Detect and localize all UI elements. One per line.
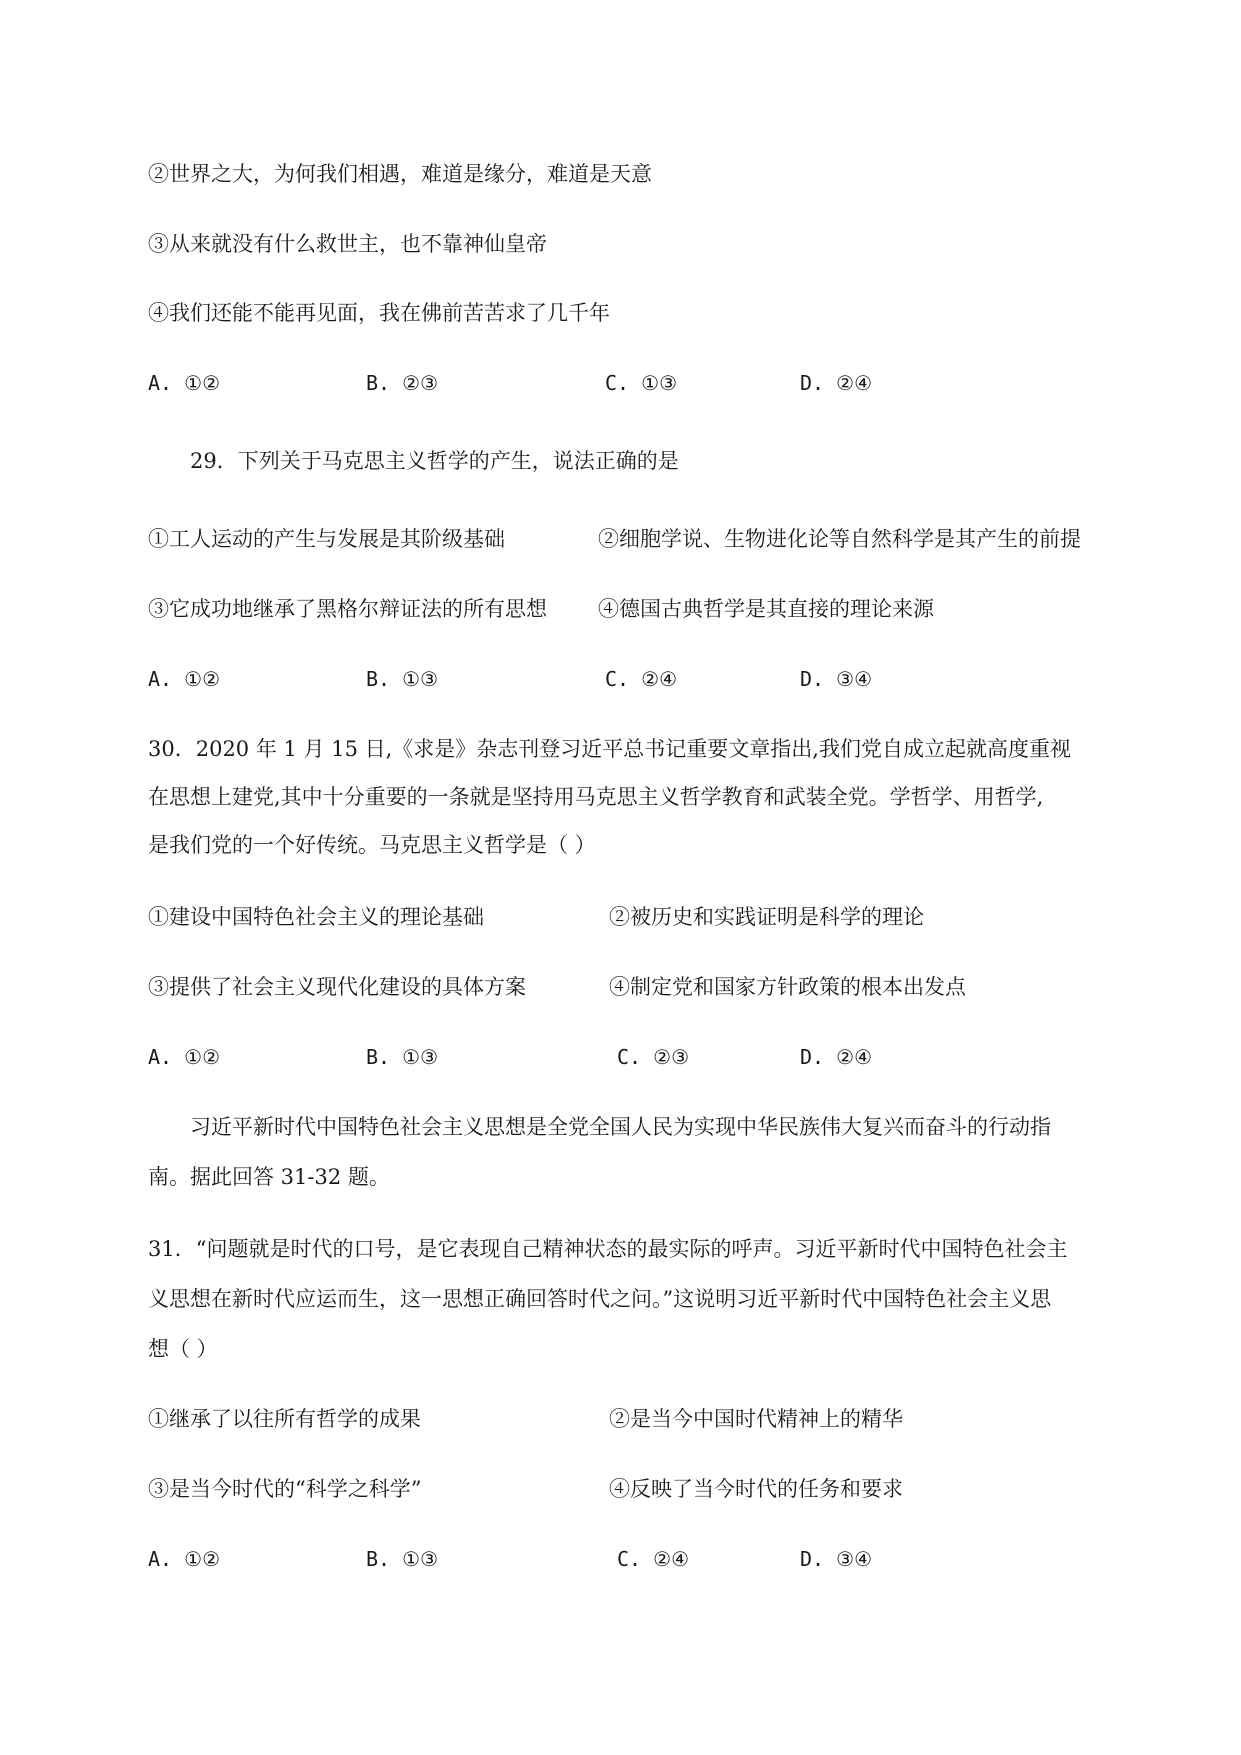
option-d: D. ②④	[800, 371, 872, 395]
q31-item-1: ①继承了以往所有哲学的成果	[148, 1407, 421, 1431]
option-c: C. ①③	[605, 371, 677, 395]
q29-item-3: ③它成功地继承了黑格尔辩证法的所有思想	[148, 597, 547, 621]
option-b: B. ①③	[366, 667, 438, 691]
q31-item-4: ④反映了当今时代的任务和要求	[609, 1477, 903, 1501]
option-a: A. ①②	[148, 1045, 220, 1069]
q30-stem-line-3: 是我们党的一个好传统。马克思主义哲学是（ ）	[148, 833, 596, 857]
option-c: C. ②④	[605, 667, 677, 691]
intro-line-2: 南。据此回答 31-32 题。	[148, 1165, 390, 1189]
option-b: B. ①③	[366, 1547, 438, 1571]
option-b: B. ①③	[366, 1045, 438, 1069]
option-c: C. ②④	[617, 1547, 689, 1571]
q30-item-2: ②被历史和实践证明是科学的理论	[609, 905, 924, 929]
q29-item-2: ②细胞学说、生物进化论等自然科学是其产生的前提	[598, 527, 1081, 551]
q31-stem-line-3: 想（ ）	[148, 1337, 218, 1361]
q30-item-1: ①建设中国特色社会主义的理论基础	[148, 905, 484, 929]
option-c: C. ②③	[617, 1045, 689, 1069]
q28-item-2: ②世界之大，为何我们相遇，难道是缘分，难道是天意	[148, 162, 652, 186]
option-a: A. ①②	[148, 667, 220, 691]
q31-item-3: ③是当今时代的“科学之科学”	[148, 1477, 422, 1501]
q28-item-3: ③从来就没有什么救世主，也不靠神仙皇帝	[148, 232, 547, 256]
q29-item-4: ④德国古典哲学是其直接的理论来源	[598, 597, 934, 621]
q30-item-4: ④制定党和国家方针政策的根本出发点	[609, 975, 966, 999]
option-d: D. ②④	[800, 1045, 872, 1069]
q31-stem-line-1: 31．“问题就是时代的口号，是它表现自己精神状态的最实际的呼声。习近平新时代中国特色社会主	[148, 1237, 1068, 1261]
q30-stem-line-1: 30．2020 年 1 月 15 日,《求是》杂志刊登习近平总书记重要文章指出,我们党自成立起就高度重视	[148, 737, 1071, 761]
option-d: D. ③④	[800, 1547, 872, 1571]
q29-item-1: ①工人运动的产生与发展是其阶级基础	[148, 527, 505, 551]
q28-item-4: ④我们还能不能再见面，我在佛前苦苦求了几千年	[148, 301, 610, 325]
q30-item-3: ③提供了社会主义现代化建设的具体方案	[148, 975, 526, 999]
q30-stem-line-2: 在思想上建党,其中十分重要的一条就是坚持用马克思主义哲学教育和武装全党。学哲学、用哲学,	[148, 785, 1044, 809]
q31-stem-line-2: 义思想在新时代应运而生，这一思想正确回答时代之问。”这说明习近平新时代中国特色社会主义思	[148, 1287, 1052, 1311]
q31-item-2: ②是当今中国时代精神上的精华	[609, 1407, 903, 1431]
q29-stem: 29．下列关于马克思主义哲学的产生，说法正确的是	[190, 449, 679, 473]
option-b: B. ②③	[366, 371, 438, 395]
option-a: A. ①②	[148, 1547, 220, 1571]
intro-line-1: 习近平新时代中国特色社会主义思想是全党全国人民为实现中华民族伟大复兴而奋斗的行动指	[190, 1115, 1051, 1139]
option-d: D. ③④	[800, 667, 872, 691]
option-a: A. ①②	[148, 371, 220, 395]
